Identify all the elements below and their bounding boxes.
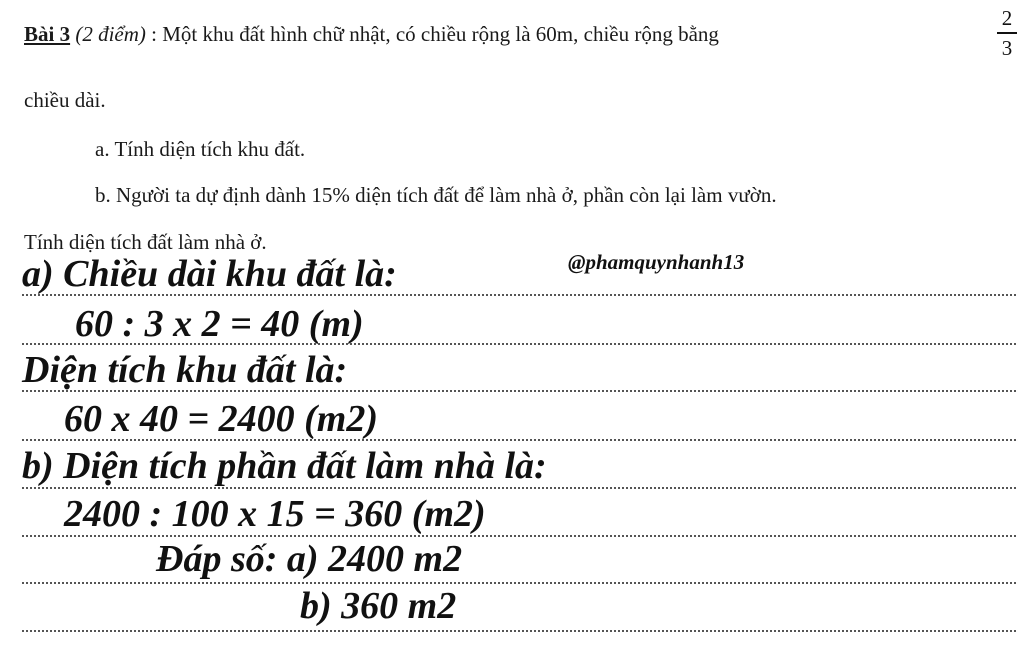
answer-line-8: b) 360 m2 <box>300 585 457 627</box>
answer-line-1: a) Chiều dài khu đất là: <box>22 253 397 295</box>
problem-part-b-line-1: b. Người ta dự định dành 15% diện tích đất để làm nhà ở, phần còn lại làm vườn. <box>95 183 777 207</box>
dotted-line-7 <box>22 582 1016 584</box>
answer-line-3: Diện tích khu đất là: <box>22 349 348 391</box>
dotted-line-8 <box>22 630 1016 632</box>
problem-points: (2 điểm) <box>75 22 146 46</box>
fraction-two-thirds <box>996 6 1018 60</box>
answer-line-5: b) Diện tích phần đất làm nhà là: <box>22 445 547 487</box>
problem-part-b-line-2: Tính diện tích đất làm nhà ở. <box>24 230 267 254</box>
fraction-denominator: 3 <box>1001 35 1013 60</box>
problem-line-2: chiều dài. <box>24 88 106 112</box>
watermark-handle: @phamquynhanh13 <box>568 250 745 274</box>
answer-line-2: 60 : 3 x 2 = 40 (m) <box>75 303 364 345</box>
problem-label: Bài 3 <box>24 22 71 46</box>
problem-text-1: : Một khu đất hình chữ nhật, có chiều rộng là 60m, chiều rộng bằng <box>145 22 719 46</box>
fraction-numerator: 2 <box>1001 6 1013 30</box>
problem-part-a: a. Tính diện tích khu đất. <box>95 137 306 161</box>
answer-line-6: 2400 : 100 x 15 = 360 (m2) <box>64 493 486 535</box>
problem-line-1 <box>24 22 719 47</box>
answer-line-7: Đáp số: a) 2400 m2 <box>156 538 463 580</box>
answer-line-4: 60 x 40 = 2400 (m2) <box>64 398 379 440</box>
fraction-bar <box>997 32 1017 34</box>
